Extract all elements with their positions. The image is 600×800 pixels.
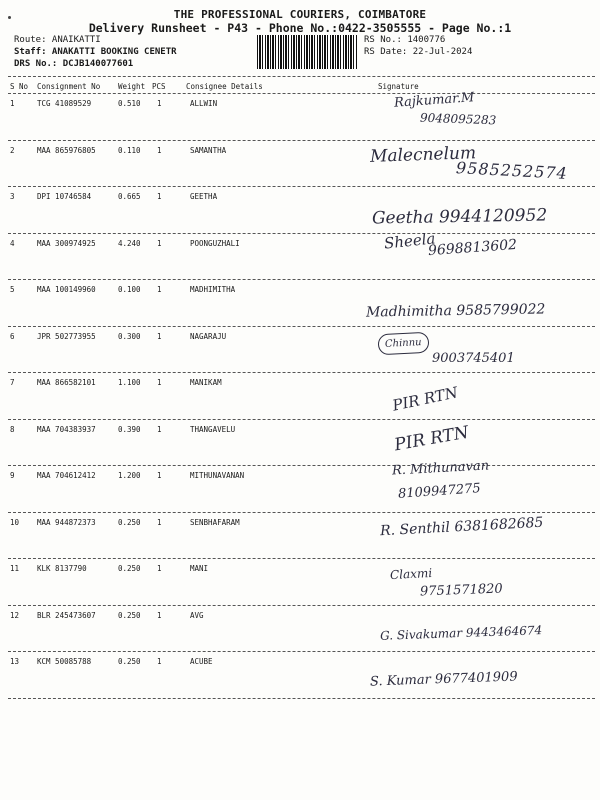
row-consignee: MADHIMITHA xyxy=(190,285,236,294)
row-pcs: 1 xyxy=(157,145,162,155)
row-consignment-no: DPI 10746584 xyxy=(37,192,92,201)
row-consignment-no: MAA 300974925 xyxy=(37,238,96,248)
row-consignment-no: TCG 41089529 xyxy=(37,99,92,108)
col-consignment: Consignment No xyxy=(37,82,101,91)
signature-row-4-phone: 9698813602 xyxy=(427,236,518,260)
row-consignment-no: MAA 866582101 xyxy=(37,378,96,387)
row-separator xyxy=(8,186,595,187)
row-consignment-no: JPR 502773955 xyxy=(37,331,96,341)
row-sno: 11 xyxy=(10,564,20,573)
col-pcs: PCS xyxy=(152,82,166,91)
row-pcs: 1 xyxy=(157,657,162,666)
row-sno: 12 xyxy=(10,610,20,620)
row-separator xyxy=(8,698,595,699)
runsheet-subtitle: Delivery Runsheet - P43 - Phone No.:0422-3505555 - Page No.:1 xyxy=(88,21,512,35)
row-weight: 0.300 xyxy=(118,331,141,341)
signature-row-11-name: Claxmi xyxy=(389,565,433,583)
row-pcs: 1 xyxy=(157,471,162,480)
row-weight: 1.200 xyxy=(118,471,141,480)
signature-row-8: PIR RTN xyxy=(392,422,471,456)
row-sno: 8 xyxy=(10,424,15,434)
col-signature: Signature xyxy=(378,82,419,91)
row-consignment-no: KCM 50085788 xyxy=(37,657,92,666)
row-separator xyxy=(8,605,595,606)
col-consignee: Consignee Details xyxy=(186,82,263,91)
row-separator xyxy=(8,419,595,420)
signature-row-13: S. Kumar 9677401909 xyxy=(369,669,518,690)
row-consignee: NAGARAJU xyxy=(190,331,227,341)
rs-number: RS No.: 1400776 xyxy=(364,35,446,45)
row-consignment-no: BLR 245473607 xyxy=(37,610,96,620)
signature-row-2-phone: 9585252574 xyxy=(455,158,569,183)
row-weight: 0.250 xyxy=(118,657,141,666)
row-consignee: SENBHAFARAM xyxy=(190,517,240,527)
staff-label: Staff: ANAKATTI BOOKING CENETR xyxy=(14,47,177,57)
row-pcs: 1 xyxy=(157,378,162,387)
row-consignment-no: MAA 100149960 xyxy=(37,285,96,294)
row-consignment-no: MAA 865976805 xyxy=(37,145,96,155)
signature-row-1-name: Rajkumar.M xyxy=(393,90,475,111)
row-sno: 6 xyxy=(10,331,15,341)
row-weight: 0.250 xyxy=(118,610,141,620)
signature-row-10: R. Senthil 6381682685 xyxy=(379,514,544,540)
rs-date: RS Date: 22-Jul-2024 xyxy=(364,47,473,57)
signature-row-9-name: R. Mithunavan xyxy=(391,458,490,479)
row-pcs: 1 xyxy=(157,424,162,434)
row-consignment-no: MAA 704612412 xyxy=(37,471,96,480)
row-pcs: 1 xyxy=(157,99,162,108)
row-pcs: 1 xyxy=(157,192,162,201)
row-separator xyxy=(8,465,595,466)
signature-row-4-name: Sheela xyxy=(383,229,437,253)
signature-row-5: Madhimitha 9585799022 xyxy=(365,301,546,321)
col-weight: Weight xyxy=(118,82,146,91)
row-consignee: THANGAVELU xyxy=(190,424,236,434)
row-consignment-no: MAA 704383937 xyxy=(37,424,96,434)
signature-row-11-phone: 9751571820 xyxy=(419,581,503,600)
row-consignee: MANI xyxy=(190,564,209,573)
row-weight: 0.390 xyxy=(118,424,141,434)
row-consignee: ACUBE xyxy=(190,657,213,666)
row-sno: 1 xyxy=(10,99,15,108)
row-sno: 13 xyxy=(10,657,20,666)
row-sno: 3 xyxy=(10,192,15,201)
row-consignee: AVG xyxy=(190,610,204,620)
col-sno: S No xyxy=(10,82,29,91)
row-separator xyxy=(8,279,595,280)
row-consignee: MANIKAM xyxy=(190,378,222,387)
signature-row-3: Geetha 9944120952 xyxy=(371,205,548,229)
row-consignee: GEETHA xyxy=(190,192,218,201)
row-weight: 0.250 xyxy=(118,517,141,527)
row-weight: 0.110 xyxy=(118,145,141,155)
row-sno: 5 xyxy=(10,285,15,294)
row-weight: 0.100 xyxy=(118,285,141,294)
row-consignee: MITHUNAVANAN xyxy=(190,471,245,480)
row-consignee: POONGUZHALI xyxy=(190,238,240,248)
row-pcs: 1 xyxy=(157,610,162,620)
signature-row-2-name: Malecnelum xyxy=(369,143,477,167)
signature-row-9-phone: 8109947275 xyxy=(397,481,482,502)
row-separator xyxy=(8,372,595,373)
signature-row-7: PIR RTN xyxy=(390,383,460,415)
row-pcs: 1 xyxy=(157,331,162,341)
row-separator xyxy=(8,512,595,513)
row-sno: 2 xyxy=(10,145,15,155)
row-consignee: ALLWIN xyxy=(190,99,218,108)
row-separator xyxy=(8,558,595,559)
header-bottom-rule xyxy=(8,93,595,94)
signature-row-6-stamp: Chinnu xyxy=(377,332,429,356)
row-weight: 0.665 xyxy=(118,192,141,201)
row-sno: 7 xyxy=(10,378,15,387)
row-weight: 0.510 xyxy=(118,99,141,108)
row-separator xyxy=(8,651,595,652)
barcode xyxy=(257,35,357,69)
row-separator xyxy=(8,233,595,234)
row-pcs: 1 xyxy=(157,517,162,527)
row-sno: 4 xyxy=(10,238,15,248)
row-separator xyxy=(8,326,595,327)
row-weight: 0.250 xyxy=(118,564,141,573)
row-pcs: 1 xyxy=(157,564,162,573)
row-sno: 10 xyxy=(10,517,20,527)
drs-number: DRS No.: DCJB140077601 xyxy=(14,59,134,69)
signature-row-1-phone: 9048095283 xyxy=(419,110,497,128)
signature-row-12: G. Sivakumar 9443464674 xyxy=(379,623,543,643)
row-weight: 1.100 xyxy=(118,378,141,387)
row-pcs: 1 xyxy=(157,238,162,248)
row-consignment-no: MAA 944872373 xyxy=(37,517,96,527)
route-label: Route: ANAIKATTI xyxy=(14,35,101,45)
header-top-rule xyxy=(8,76,595,77)
row-separator xyxy=(8,140,595,141)
row-consignment-no: KLK 8137790 xyxy=(37,564,87,573)
row-weight: 4.240 xyxy=(118,238,141,248)
row-pcs: 1 xyxy=(157,285,162,294)
company-title: THE PROFESSIONAL COURIERS, COIMBATORE xyxy=(173,8,427,21)
row-sno: 9 xyxy=(10,471,15,480)
signature-row-6-phone: 9003745401 xyxy=(432,351,515,366)
row-consignee: SAMANTHA xyxy=(190,145,227,155)
